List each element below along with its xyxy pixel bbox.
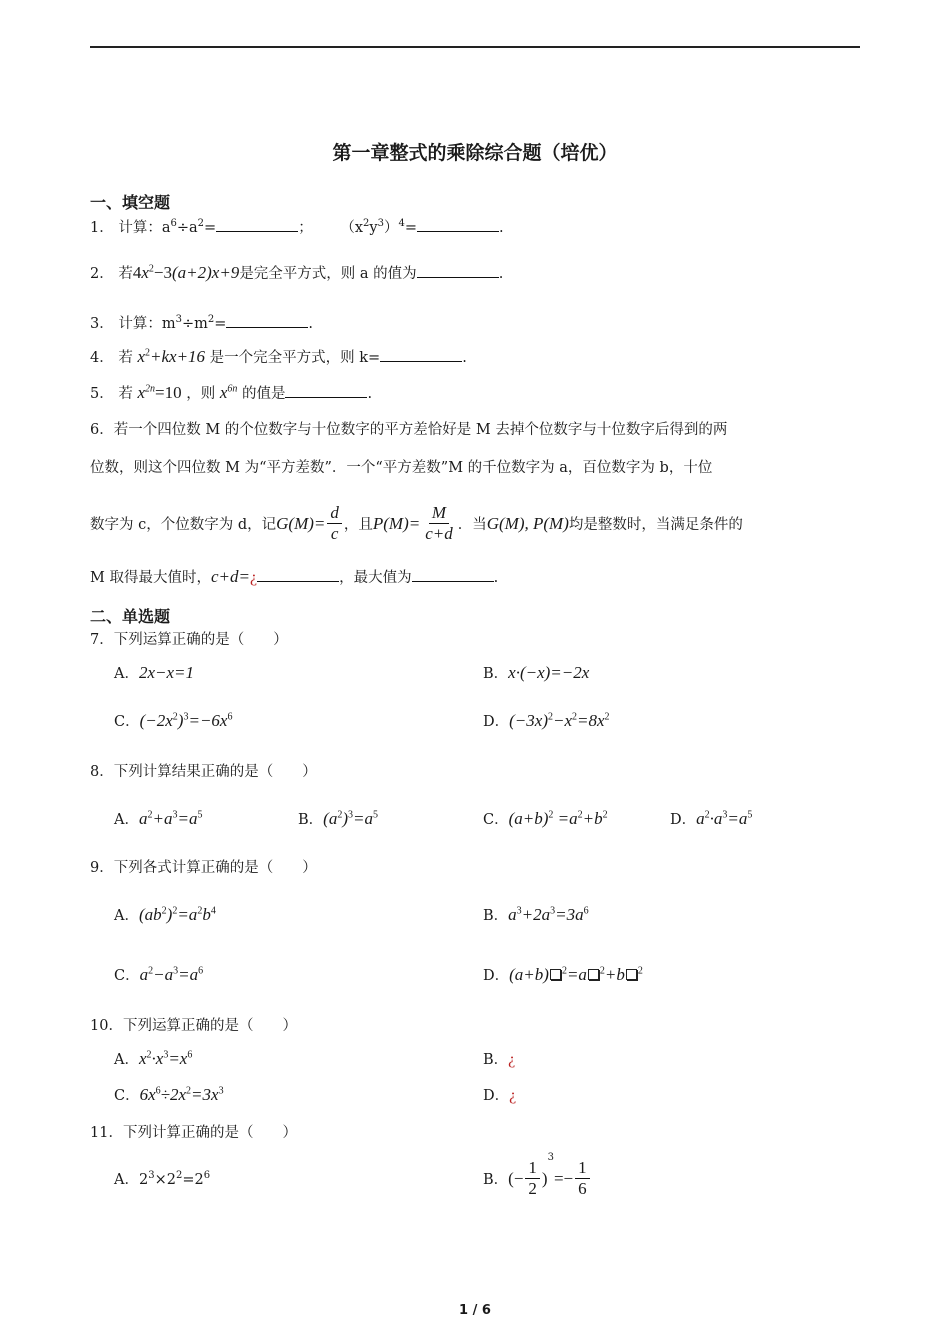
question-6-line-4: M 取得最大值时，c+d=¿ ，最大值为 .: [90, 567, 499, 586]
section-fill-in: 一、填空题: [90, 193, 171, 212]
question-number: 5．: [90, 386, 114, 402]
option-7a[interactable]: A．2x−x=1: [114, 663, 195, 682]
question-11: 11．下列计算正确的是（ ）: [90, 1125, 297, 1141]
option-8d[interactable]: D．$a^2\cdot a^3=a^5$: [670, 809, 753, 828]
header-rule: [90, 46, 860, 48]
page-title: 第一章整式的乘除综合题（培优）: [332, 142, 618, 164]
question-6-line-1: 6．若一个四位数 M 的个位数字与十位数字的平方差恰好是 M 去掉个位数字与十位数字后得到的两: [90, 422, 728, 438]
question-7: 7．下列运算正确的是（ ）: [90, 632, 288, 648]
option-10a[interactable]: A．$x^2\cdot x^3=x^6$: [114, 1049, 193, 1068]
option-9c[interactable]: C．$a^2-a^3=a^6$: [114, 965, 204, 984]
answer-blank[interactable]: [417, 263, 499, 278]
answer-blank[interactable]: [216, 217, 298, 232]
fraction-one-sixth: $\frac{1}{6}$: [575, 1158, 590, 1199]
option-9a[interactable]: A．$(ab^2)^2=a^2b^4$: [114, 905, 216, 924]
option-11a[interactable]: A．$2^3\times 2^2=2^6$: [114, 1170, 211, 1188]
placeholder-box-icon: [550, 969, 561, 980]
fraction-m-over-cd: $\frac{M}{c+d}$: [425, 503, 453, 543]
question-2: 2． 若$4x^2-3(a+2)x+9$是完全平方式，则 a 的值为 .: [90, 263, 504, 282]
answer-blank[interactable]: [285, 383, 367, 398]
page-indicator: 1 / 6: [459, 1303, 491, 1318]
question-8: 8．下列计算结果正确的是（ ）: [90, 764, 317, 780]
question-number: 4．: [90, 350, 114, 366]
question-10: 10．下列运算正确的是（ ）: [90, 1018, 297, 1034]
answer-blank[interactable]: [226, 313, 308, 328]
option-7b[interactable]: B．x·(−x)=−2x: [483, 663, 590, 682]
question-9: 9．下列各式计算正确的是（ ）: [90, 860, 317, 876]
option-10b[interactable]: B．¿: [483, 1051, 516, 1068]
option-9d[interactable]: D．(a+b) $^2$=a $^2$+b $^2$: [483, 965, 643, 984]
question-number: 3．: [90, 316, 114, 332]
option-10d[interactable]: D．¿: [483, 1087, 517, 1104]
placeholder-box-icon: [588, 969, 599, 980]
option-8a[interactable]: A．$a^2+a^3=a^5$: [114, 809, 203, 828]
section-single-choice: 二、单选题: [90, 607, 171, 626]
fraction-one-half: $\frac{1}{2}$: [525, 1158, 540, 1199]
answer-blank[interactable]: [417, 217, 499, 232]
question-number: 2．: [90, 266, 114, 282]
answer-blank[interactable]: [257, 567, 339, 582]
question-number: 6．: [90, 422, 114, 438]
question-3: 3． 计算：$m^3\div m^2=$ .: [90, 314, 314, 332]
option-8c[interactable]: C．$(a+b)^2 =a^2+b^2$: [483, 809, 608, 828]
placeholder-box-icon: [626, 969, 637, 980]
question-number: 1．: [90, 220, 114, 236]
question-1: 1． 计算：$a^6\div a^2=$ ； $(x^2y^3)^4=$ .: [90, 218, 504, 236]
question-4: 4． 若 $x^2+kx+16$ 是一个完全平方式，则 k= .: [90, 347, 467, 366]
option-7d[interactable]: D．$(-3x)^2-x^2=8x^2$: [483, 711, 610, 730]
option-7c[interactable]: C．$(-2x^2)^3=-6x^6$: [114, 711, 233, 730]
option-10c[interactable]: C．$6x^6\div 2x^2=3x^3$: [114, 1085, 224, 1104]
question-6-line-3: 数字为 c，个位数字为 d，记 G(M)= $\frac{d}{c}$ ，且 P(M)= $\frac{M}{c+d}$ ．当 G(M), P(M) 均是整数时，当满足条件的: [90, 503, 743, 543]
option-8b[interactable]: B．$(a^2)^3=a^5$: [298, 809, 378, 828]
question-6-line-2: 位数，则这个四位数 M 为“平方差数”．一个“平方差数”M 的千位数字为 a，百位数字为 b，十位: [90, 460, 713, 476]
question-5: 5． 若 $x^{2n}=10$ ，则 $x^{6n}$ 的值是 .: [90, 383, 373, 402]
answer-blank[interactable]: [412, 567, 494, 582]
fraction-d-over-c: $\frac{d}{c}$: [327, 503, 342, 544]
answer-blank[interactable]: [380, 347, 462, 362]
option-11b[interactable]: B． (− $\frac{1}{2}$ ) 3 =− $\frac{1}{6}$: [483, 1158, 592, 1199]
option-9b[interactable]: B．$a^3+2a^3=3a^6$: [483, 905, 589, 924]
